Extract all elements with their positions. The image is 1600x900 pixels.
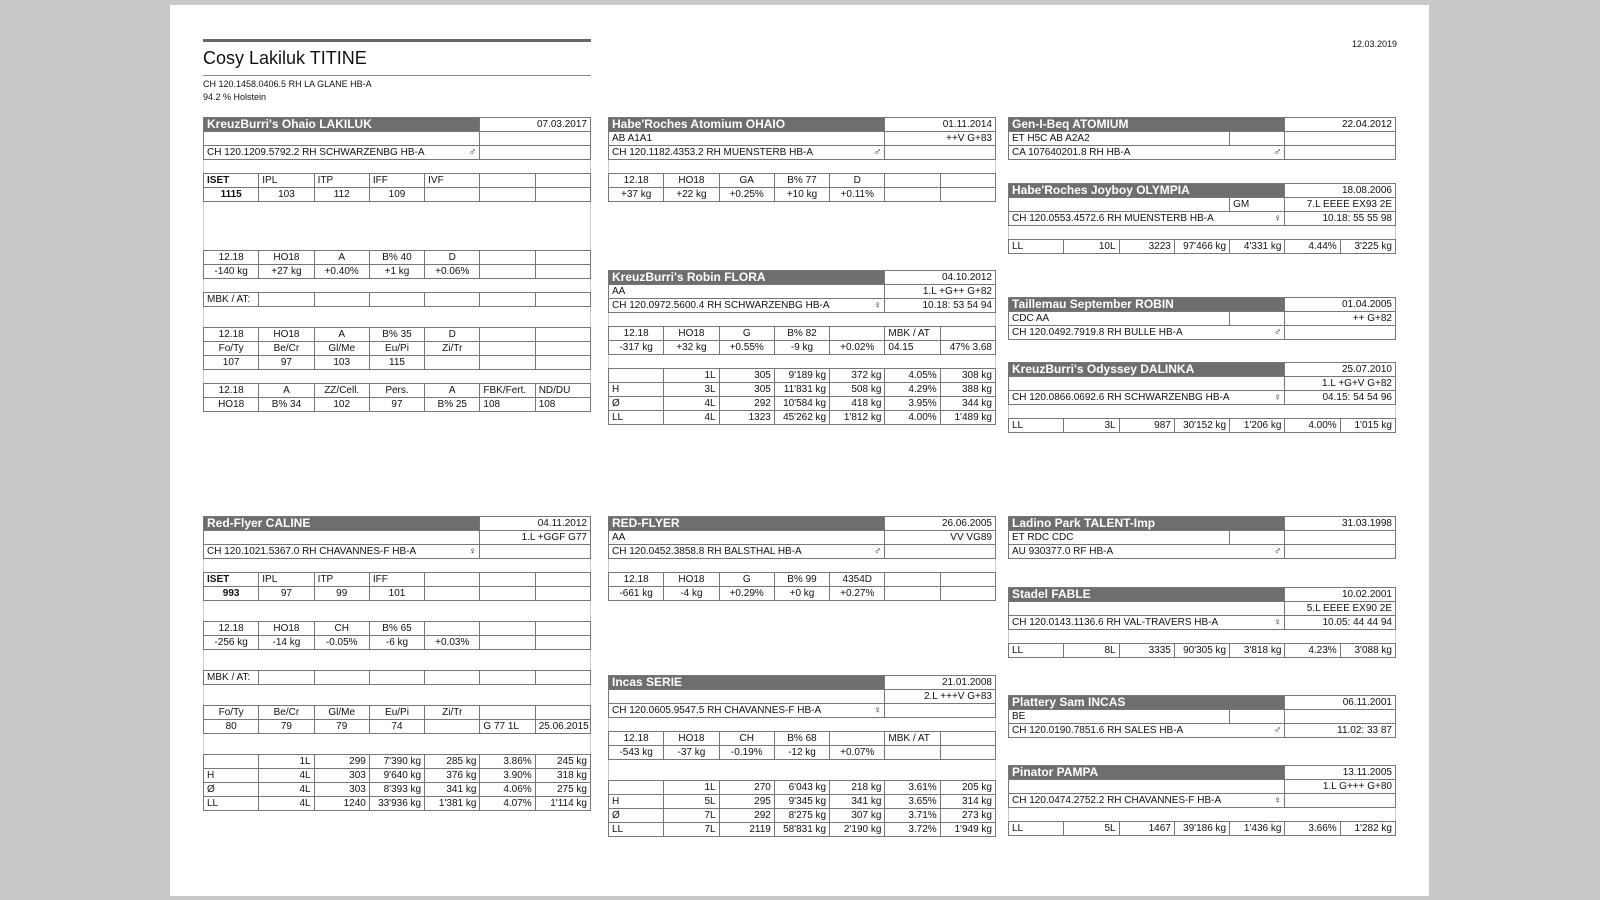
- breeding-value: +0.27%: [830, 587, 885, 601]
- fitness-header: FBK/Fert.: [480, 384, 535, 398]
- lactation-row: H 4L 303 9'640 kg 376 kg 3.90% 318 kg: [204, 769, 591, 783]
- animal-id-line: CH 120.1458.0406.5 RH LA GLANE HB-A: [203, 79, 372, 89]
- conformation-trait: Be/Cr: [259, 342, 314, 356]
- fitness-value: B% 34: [259, 398, 314, 412]
- conformation-trait: Eu/Pi: [369, 342, 424, 356]
- breeding-value: +0.11%: [830, 188, 885, 202]
- female-symbol-icon: ♀: [1273, 213, 1282, 224]
- card-id-right: 10.18: 55 55 98: [1285, 212, 1396, 226]
- breeding-value: +32 kg: [664, 341, 719, 355]
- breeding-value: -12 kg: [774, 746, 829, 760]
- card-date: 01.04.2005: [1285, 298, 1396, 312]
- lifetime-row: LL 3L 987 30'152 kg 1'206 kg 4.00% 1'015 kg: [1009, 419, 1396, 433]
- female-symbol-icon: ♀: [1273, 392, 1282, 403]
- card-line1-right: 1.L +G++ G+82: [885, 285, 996, 299]
- card-red-flyer: [608, 516, 996, 601]
- fitness-header: ND/DU: [535, 384, 590, 398]
- card-flora: [608, 270, 996, 425]
- index-header: IPL: [259, 573, 314, 587]
- conformation-value: 80: [204, 720, 259, 734]
- card-date: 22.04.2012: [1285, 118, 1396, 132]
- card-name: RED-FLYER: [609, 517, 885, 531]
- lactation-row: Ø 4L 303 8'393 kg 341 kg 4.06% 275 kg: [204, 783, 591, 797]
- card-line1-right: 2.L +++V G+83: [885, 690, 996, 704]
- card-name: Pinator PAMPA: [1009, 766, 1285, 780]
- breeding-value: -140 kg: [204, 265, 259, 279]
- conformation-trait: Fo/Ty: [204, 706, 259, 720]
- breeding-value-header: GA: [719, 174, 774, 188]
- card-atomium: [1008, 117, 1396, 160]
- card-line1-right: 1.L G+++ G+80: [1285, 780, 1396, 794]
- breeding-value: -4 kg: [664, 587, 719, 601]
- animal-header: [203, 39, 591, 102]
- card-id-right: 04.15: 54 54 96: [1285, 391, 1396, 405]
- breeding-value-header: A: [314, 251, 369, 265]
- card-name: Ladino Park TALENT-Imp: [1009, 517, 1285, 531]
- breeding-value-header: G: [719, 327, 774, 341]
- index-header: ISET: [204, 573, 259, 587]
- card-incas: [1008, 695, 1396, 738]
- female-symbol-icon: ♀: [468, 546, 477, 557]
- index-value: 1115: [204, 188, 259, 202]
- index-value: 103: [259, 188, 314, 202]
- card-date: 25.07.2010: [1285, 363, 1396, 377]
- card-name: Habe'Roches Atomium OHAIO: [609, 118, 885, 132]
- card-line1: CDC AA: [1009, 312, 1230, 326]
- female-symbol-icon: ♀: [873, 705, 882, 716]
- print-date: 12.03.2019: [1351, 39, 1397, 49]
- index-header: ITP: [314, 573, 369, 587]
- breeding-value: +22 kg: [664, 188, 719, 202]
- breeding-value: -0.19%: [719, 746, 774, 760]
- card-date: 01.11.2014: [885, 118, 996, 132]
- fitness-header: A: [425, 384, 480, 398]
- breeding-value: -9 kg: [774, 341, 829, 355]
- card-id: CH 120.0143.1136.6 RH VAL-TRAVERS HB-A: [1012, 617, 1219, 628]
- index-value: 101: [369, 587, 424, 601]
- card-id-right: 11.02: 33 87: [1285, 724, 1396, 738]
- card-name: Plattery Sam INCAS: [1009, 696, 1285, 710]
- breeding-value-header: 12.18: [609, 732, 664, 746]
- breeding-value-header: B% 77: [774, 174, 829, 188]
- card-id-right: 10.18: 53 54 94: [885, 299, 996, 313]
- breeding-value: +0.55%: [719, 341, 774, 355]
- card-id: CH 120.0866.0692.6 RH SCHWARZENBG HB-A: [1012, 392, 1230, 403]
- card-talent: [1008, 516, 1396, 559]
- card-name: KreuzBurri's Odyssey DALINKA: [1009, 363, 1285, 377]
- card-id: CH 120.1182.4353.2 RH MUENSTERB HB-A: [612, 147, 814, 158]
- breeding-value-header: B% 65: [369, 622, 424, 636]
- breeding-value-header: 12.18: [609, 327, 664, 341]
- fitness-header: Pers.: [369, 384, 424, 398]
- breeding-value-header: 12.18: [204, 251, 259, 265]
- lactation-row: H 5L 295 9'345 kg 341 kg 3.65% 314 kg: [609, 795, 996, 809]
- card-line1: AB A1A1: [609, 132, 885, 146]
- fitness-header: A: [259, 384, 314, 398]
- conformation-value: 79: [259, 720, 314, 734]
- card-table: [1008, 765, 1396, 836]
- breeding-value-header: CH: [314, 622, 369, 636]
- conformation-value: 103: [314, 356, 369, 370]
- fitness-value: 102: [314, 398, 369, 412]
- lifetime-row: LL 10L 3223 97'466 kg 4'331 kg 4.44% 3'225 kg: [1009, 240, 1396, 254]
- female-symbol-icon: ♀: [1273, 795, 1282, 806]
- holstein-percent: 94.2 % Holstein: [203, 92, 267, 102]
- card-line1-right: 1.L +G+V G+82: [1285, 377, 1396, 391]
- card-line1-right: ++V G+83: [885, 132, 996, 146]
- card-id: CH 120.0553.4572.6 RH MUENSTERB HB-A: [1012, 213, 1214, 224]
- card-name: Habe'Roches Joyboy OLYMPIA: [1009, 184, 1285, 198]
- header-rule: [203, 75, 591, 76]
- breeding-value: -0.05%: [314, 636, 369, 650]
- card-id: CH 120.0452.3858.8 RH BALSTHAL HB-A: [612, 546, 802, 557]
- mbk-label: MBK / AT:: [204, 671, 259, 685]
- lactation-row: 1L 299 7'390 kg 285 kg 3.86% 245 kg: [204, 755, 591, 769]
- card-date: 07.03.2017: [480, 118, 591, 132]
- index-value: 109: [369, 188, 424, 202]
- card-line1: AA: [609, 285, 885, 299]
- card-table: [608, 270, 996, 425]
- breeding-value: +0.07%: [830, 746, 885, 760]
- breeding-value: +0.03%: [425, 636, 480, 650]
- card-date: 04.11.2012: [480, 517, 591, 531]
- card-table: [1008, 362, 1396, 433]
- card-table: [203, 516, 591, 811]
- card-table: [608, 117, 996, 202]
- pedigree-page: [170, 5, 1429, 896]
- breeding-value: +0 kg: [774, 587, 829, 601]
- card-line1: ET RDC CDC: [1009, 531, 1230, 545]
- breeding-value: -256 kg: [204, 636, 259, 650]
- index-value: 99: [314, 587, 369, 601]
- card-line1-right: VV VG89: [885, 531, 996, 545]
- card-name: Incas SERIE: [609, 676, 885, 690]
- breeding-value: +0.25%: [719, 188, 774, 202]
- index-header: IPL: [259, 174, 314, 188]
- breeding-value-header: 12.18: [609, 174, 664, 188]
- lactation-row: LL 7L 2119 58'831 kg 2'190 kg 3.72% 1'949 kg: [609, 823, 996, 837]
- card-date: 04.10.2012: [885, 271, 996, 285]
- card-dam-caline: [203, 516, 591, 811]
- card-dalinka: [1008, 362, 1396, 433]
- card-line1-mid: GM: [1230, 198, 1285, 212]
- male-symbol-icon: ♂: [1273, 327, 1282, 338]
- breeding-value: +0.06%: [425, 265, 480, 279]
- breeding-value: +0.40%: [314, 265, 369, 279]
- breeding-value: -14 kg: [259, 636, 314, 650]
- male-symbol-icon: ♂: [1273, 546, 1282, 557]
- fitness-header: 12.18: [204, 384, 259, 398]
- index-header: ITP: [314, 174, 369, 188]
- index-header: IVF: [425, 174, 480, 188]
- breeding-value-header: 4354D: [830, 573, 885, 587]
- card-date: 21.01.2008: [885, 676, 996, 690]
- card-name: KreuzBurri's Ohaio LAKILUK: [204, 118, 480, 132]
- breeding-value-header: D: [425, 251, 480, 265]
- card-line1: ET H5C AB A2A2: [1009, 132, 1230, 146]
- breeding-value: +1 kg: [369, 265, 424, 279]
- card-id: CA 107640201.8 RH HB-A: [1012, 147, 1131, 158]
- card-line1-right: 1.L +GGF G77: [480, 531, 591, 545]
- conformation-trait: Gl/Me: [314, 342, 369, 356]
- conformation-trait: Gl/Me: [314, 706, 369, 720]
- card-line1: AA: [609, 531, 885, 545]
- breeding-value-header: HO18: [664, 573, 719, 587]
- conformation-trait: Eu/Pi: [369, 706, 424, 720]
- index-value: 97: [259, 587, 314, 601]
- card-table: [608, 675, 996, 837]
- conformation-header: B% 35: [369, 328, 424, 342]
- breeding-value-header: B% 82: [774, 327, 829, 341]
- male-symbol-icon: ♂: [873, 147, 882, 158]
- conformation-value: 97: [259, 356, 314, 370]
- card-table: [1008, 516, 1396, 559]
- breeding-value-header: HO18: [664, 732, 719, 746]
- breeding-value: +27 kg: [259, 265, 314, 279]
- breeding-value: +0.02%: [830, 341, 885, 355]
- conformation-trait: Zi/Tr: [425, 342, 480, 356]
- conformation-header: HO18: [259, 328, 314, 342]
- card-fable: [1008, 587, 1396, 658]
- index-value: 112: [314, 188, 369, 202]
- card-line1: BE: [1009, 710, 1230, 724]
- fitness-value: 97: [369, 398, 424, 412]
- card-date: 13.11.2005: [1285, 766, 1396, 780]
- lactation-row: Ø 7L 292 8'275 kg 307 kg 3.71% 273 kg: [609, 809, 996, 823]
- index-header: IFF: [369, 174, 424, 188]
- card-table: [1008, 297, 1396, 340]
- card-pampa: [1008, 765, 1396, 836]
- card-id: CH 120.1021.5367.0 RH CHAVANNES-F HB-A: [207, 546, 417, 557]
- conformation-value: 74: [369, 720, 424, 734]
- male-symbol-icon: ♂: [468, 147, 477, 158]
- fitness-value: HO18: [204, 398, 259, 412]
- card-name: Red-Flyer CALINE: [204, 517, 480, 531]
- card-robin: [1008, 297, 1396, 340]
- breeding-value-header: B% 99: [774, 573, 829, 587]
- card-date: 31.03.1998: [1285, 517, 1396, 531]
- breeding-value-header: B% 40: [369, 251, 424, 265]
- card-date: 18.08.2006: [1285, 184, 1396, 198]
- classification-date: 25.06.2015: [535, 720, 590, 734]
- card-id-right: 10.05: 44 44 94: [1285, 616, 1396, 630]
- card-id: CH 120.1209.5792.2 RH SCHWARZENBG HB-A: [207, 147, 425, 158]
- card-id: AU 930377.0 RF HB-A: [1012, 546, 1114, 557]
- card-table: [1008, 695, 1396, 738]
- lactation-row: Ø 4L 292 10'584 kg 418 kg 3.95% 344 kg: [609, 397, 996, 411]
- breeding-value: -6 kg: [369, 636, 424, 650]
- classification-score: G 77 1L: [480, 720, 535, 734]
- breeding-value-header: D: [830, 174, 885, 188]
- card-table: [1008, 117, 1396, 160]
- card-table: [203, 117, 591, 412]
- index-value: 993: [204, 587, 259, 601]
- breeding-value-header: G: [719, 573, 774, 587]
- breeding-value: -37 kg: [664, 746, 719, 760]
- lactation-row: 1L 305 9'189 kg 372 kg 4.05% 308 kg: [609, 369, 996, 383]
- male-symbol-icon: ♂: [1273, 147, 1282, 158]
- card-name: KreuzBurri's Robin FLORA: [609, 271, 885, 285]
- card-id: CH 120.0190.7851.6 RH SALES HB-A: [1012, 725, 1184, 736]
- card-table: [1008, 183, 1396, 254]
- breeding-value-header: B% 68: [774, 732, 829, 746]
- card-id: CH 120.0474.2752.2 RH CHAVANNES-F HB-A: [1012, 795, 1222, 806]
- lactation-row: LL 4L 1240 33'936 kg 1'381 kg 4.07% 1'114 kg: [204, 797, 591, 811]
- card-sire-lakiluk: [203, 117, 591, 412]
- lifetime-row: LL 8L 3335 90'305 kg 3'818 kg 4.23% 3'088 kg: [1009, 644, 1396, 658]
- breeding-value: -317 kg: [609, 341, 664, 355]
- breeding-value: +37 kg: [609, 188, 664, 202]
- card-name: Stadel FABLE: [1009, 588, 1285, 602]
- mbk-header: MBK / AT: [885, 327, 940, 341]
- mbk-label: MBK / AT:: [204, 293, 259, 307]
- index-header: ISET: [204, 174, 259, 188]
- lifetime-row: LL 5L 1467 39'186 kg 1'436 kg 3.66% 1'282 kg: [1009, 822, 1396, 836]
- card-table: [608, 516, 996, 601]
- fitness-value: B% 25: [425, 398, 480, 412]
- index-header: IFF: [369, 573, 424, 587]
- card-serie: [608, 675, 996, 837]
- breeding-value-header: HO18: [259, 251, 314, 265]
- breeding-value: -661 kg: [609, 587, 664, 601]
- card-id: CH 120.0605.9547.5 RH CHAVANNES-F HB-A: [612, 705, 822, 716]
- card-id: CH 120.0492.7919.8 RH BULLE HB-A: [1012, 327, 1183, 338]
- conformation-value: 79: [314, 720, 369, 734]
- breeding-value-header: HO18: [259, 622, 314, 636]
- breeding-value: +10 kg: [774, 188, 829, 202]
- card-name: Taillemau September ROBIN: [1009, 298, 1285, 312]
- card-date: 10.02.2001: [1285, 588, 1396, 602]
- conformation-trait: Be/Cr: [259, 706, 314, 720]
- card-line1-right: 5.L EEEE EX90 2E: [1285, 602, 1396, 616]
- lactation-row: 1L 270 6'043 kg 218 kg 3.61% 205 kg: [609, 781, 996, 795]
- card-name: Gen-I-Beq ATOMIUM: [1009, 118, 1285, 132]
- fitness-header: ZZ/Cell.: [314, 384, 369, 398]
- card-ohaio: [608, 117, 996, 202]
- female-symbol-icon: ♀: [873, 300, 882, 311]
- conformation-header: 12.18: [204, 328, 259, 342]
- lactation-row: LL 4L 1323 45'262 kg 1'812 kg 4.00% 1'489 kg: [609, 411, 996, 425]
- fitness-value: 108: [535, 398, 590, 412]
- breeding-value-header: 12.18: [609, 573, 664, 587]
- breeding-value: -543 kg: [609, 746, 664, 760]
- card-table: [1008, 587, 1396, 658]
- mbk-header: MBK / AT: [885, 732, 940, 746]
- breeding-value-header: 12.18: [204, 622, 259, 636]
- card-line1-right: 7.L EEEE EX93 2E: [1285, 198, 1396, 212]
- card-line1-right: ++ G+82: [1285, 312, 1396, 326]
- card-date: 26.06.2005: [885, 517, 996, 531]
- breeding-value-header: HO18: [664, 174, 719, 188]
- card-id: CH 120.0972.5600.4 RH SCHWARZENBG HB-A: [612, 300, 830, 311]
- card-olympia: [1008, 183, 1396, 254]
- lactation-row: H 3L 305 11'831 kg 508 kg 4.29% 388 kg: [609, 383, 996, 397]
- card-date: 06.11.2001: [1285, 696, 1396, 710]
- female-symbol-icon: ♀: [1273, 617, 1282, 628]
- conformation-header: D: [425, 328, 480, 342]
- fitness-value: 108: [480, 398, 535, 412]
- breeding-value-header: HO18: [664, 327, 719, 341]
- male-symbol-icon: ♂: [1273, 725, 1282, 736]
- male-symbol-icon: ♂: [873, 546, 882, 557]
- conformation-value: 115: [369, 356, 424, 370]
- breeding-value: +0.29%: [719, 587, 774, 601]
- mbk-value: 47% 3.68: [940, 341, 995, 355]
- conformation-trait: Fo/Ty: [204, 342, 259, 356]
- conformation-trait: Zi/Tr: [425, 706, 480, 720]
- conformation-value: 107: [204, 356, 259, 370]
- mbk-date: 04.15: [885, 341, 940, 355]
- animal-title: Cosy Lakiluk TITINE: [203, 48, 367, 68]
- conformation-header: A: [314, 328, 369, 342]
- breeding-value-header: CH: [719, 732, 774, 746]
